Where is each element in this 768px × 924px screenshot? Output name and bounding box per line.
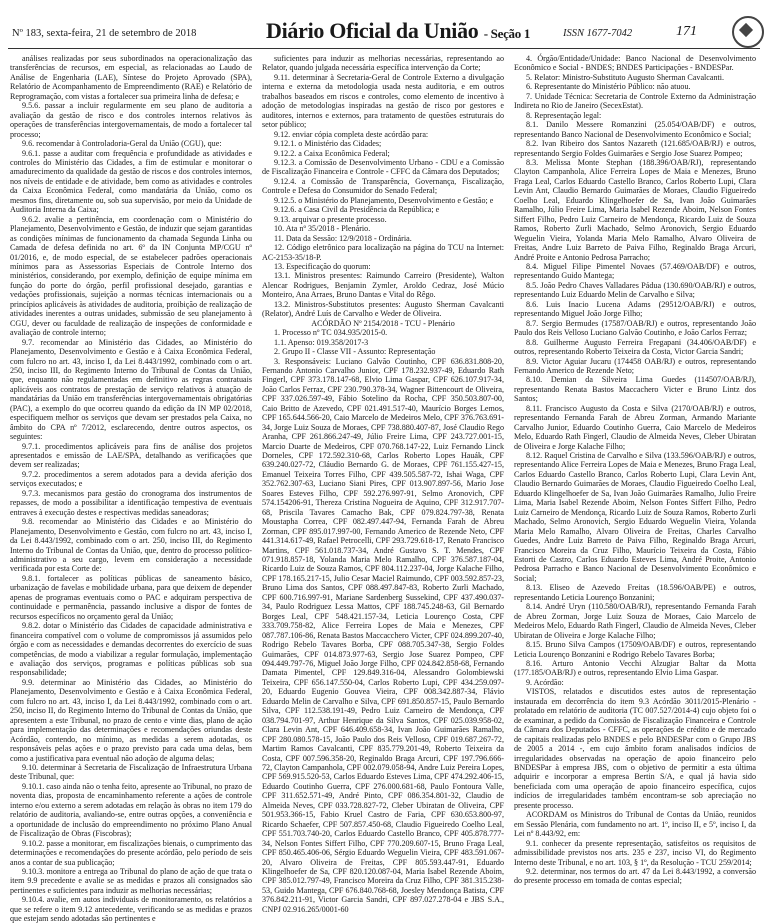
paragraph: 8. Representação legal: xyxy=(526,110,602,120)
paragraph: 9.7.1. procedimentos aplicáveis para fins de análise dos projetos apresentados e emissão de LAE/SPA, detalhando as verificações que devem ser realizadas; xyxy=(10,441,252,470)
paragraph: 10. Ata nº 35/2018 - Plenário. xyxy=(274,224,371,234)
paragraph: 9.10.4. avalie, em autos individuais de monitoramento, os relatórios a que se refere o item 9.12 antecedente, verificando se as medidas e prazos que estejam sendo adotadas são pertinentes e xyxy=(10,895,252,924)
header-rule xyxy=(8,48,760,49)
paragraph: 8.2. Ivan Ribeiro dos Santos Nazareth (121.685/OAB/RJ) e outros, representando Sergio Foldes Guimarães e Sergio Jose Suarez Pompeo; xyxy=(514,139,756,158)
paragraph: 13. Especificação do quorum: xyxy=(274,261,371,271)
paragraph: 9.5.6. passar a incluir regularmente em seu plano de auditoria a avaliação da gestão de risco e dos controles internos relativos às operações de transferências intergovernamentais, de modo a fortalecer tal processo; xyxy=(10,101,252,139)
paragraph: 9.8. recomendar ao Ministério das Cidades e ao Ministério do Planejamento, Desenvolvimento e Gestão, com fulcro no art. 43, inciso I, da Lei 8.443/1992, combinado com o art. 250, inciso III, do Regimento Interno do Tribunal de Contas da União, que, dentro do processo político-administrativo a seu cargo, levem em consideração a necessidade verificada por esta Corte de: xyxy=(10,517,252,574)
paragraph: 8.11. Francisco Augusto da Costa e Silva (2170/OAB/RJ) e outros, representando Fernanda Farah de Abreu Zorman, Armando Mariante Carvalho Junior, Eduardo Coutinho Guerra, Caio Marcelo de Medeiros Melo, Eduardo Rath Fingerl, Claudio de Almeida Neves, Cleber Ubiratan de Oliveira e Jorge Kalache Filho; xyxy=(514,403,756,451)
paragraph: 9.13. arquivar o presente processo. xyxy=(274,214,387,224)
section-label: - Seção 1 xyxy=(483,26,531,41)
paragraph: 9.12.3. a Comissão de Desenvolvimento Urbano - CDU e a Comissão de Fiscalização Financeira e Controle - CFFC da Câmara dos Deputados; xyxy=(262,157,504,177)
gazette-name: Diário Oficial da União xyxy=(266,18,479,43)
paragraph: 8.8. Guilherme Augusto Ferreira Fregapani (34.406/OAB/DF) e outros, representando Roberto Teixeira da Costa, Victor Garcia Sandri; xyxy=(514,337,756,357)
paragraph: 8.3. Melissa Monte Stephan (188.396/OAB/RJ), representando Clayton Campanhola, Alice Ferreira Lopes de Maia e Menezes, Bruno Fraga Leal, Carlos Eduardo Castello Branco, Carlos Roberto Lupi, Clara Levin Ant, Claudio Bernardo Guimarães de Moraes, Claudio Figueiredo Coelho Leal, Eduardo Klingelhoefer de Sa, Ivan João Guimarães Ramalho, Júlio Freire Lima, Maria Isabel Rezende Aboim, Nelson Fontes Siffert Filho, Pedro Luiz Carneiro de Mendonça, Ricardo Luiz de Souza Ramos, Roberto Zurli Machado, Selmo Aronovich, Sergio Eduardo Weguelin Vieira, Yolanda Maria Melo Ramalho, Alvaro Oliveira de Freitas, Andre Luiz Barreto de Paiva Filho, Reginaldo Braga Arcuri, André Proite e Antonio Pedrosa Parracho; xyxy=(514,157,756,262)
column-left xyxy=(10,54,252,924)
paragraph: 5. Relator: Ministro-Substituto Augusto Sherman Cavalcanti. xyxy=(526,72,725,82)
column-middle xyxy=(262,54,504,914)
paragraph: 8.9. Victor Aguiar Jucaru (174458 OAB/RJ) e outros, representando Fernando Americo de Rezende Neto; xyxy=(514,356,756,375)
page-number: 171 xyxy=(676,24,697,39)
paragraph: 8.6. Luis Inacio Lucena Adams (29512/OAB/RJ) e outros, representando Miguel João Jorge Filho; xyxy=(514,299,756,319)
paragraph: 8.13. Eliseo de Azevedo Freitas (18.596/OAB/PE) e outros, representando Leticia Lourenço Bonzanini; xyxy=(514,583,756,602)
paragraph: 11. Data da Sessão: 12/9/2018 - Ordinária. xyxy=(274,233,412,243)
paragraph: 7. Unidade Técnica: Secretaria de Controle Externo da Administração Indireta no Rio de Janeiro (SecexEstat). xyxy=(514,91,756,111)
paragraph: 9.7.3. mecanismos para gestão do cronograma dos instrumentos de repasses, de modo a possibilitar a identificação tempestiva de eventuais entraves à execução destes e respectivas medidas saneadoras; xyxy=(10,488,252,517)
paragraph: 1. Processo nº TC 034.935/2015-0. xyxy=(274,328,388,338)
paragraph: ACORDAM os Ministros do Tribunal de Contas da União, reunidos em Sessão Plenária, com fundamento no art. 1º, inciso II, e 5º, inciso I, da Lei nº 8.443/92, em: xyxy=(514,810,756,839)
gazette-title xyxy=(266,18,530,44)
paragraph: 6. Representante do Ministério Público: não atuou. xyxy=(526,82,691,92)
paragraph: 2. Grupo II - Classe VII - Assunto: Representação xyxy=(274,347,436,357)
paragraph: 3. Responsáveis: Luciano Galvão Coutinho, CPF 636.831.808-20, Fernando Antonio Carvalho Junior, CPF 178.232.937-49, Eduardo Rath Fingerl, CPF 373.178.147-68, Elvio Lima Gaspar, CPF 626.107.917-34, João Carlos Ferraz, CPF 230.790.378-34, Wagner Bittencourt de Oliveira, CPF 337.026.597-49, Fábio Sotelino da Rocha, CPF 350.503.807-00, Caio Britto de Azevedo, CPF 021.491.517-40, Maurício Borges Lemos, CPF 165.644.566-20, Caio Marcelo de Medeiros Melo, CPF 376.763.691-34, Jorge Luiz Souza de Moraes, CPF 738.880.407-87, José Claudio Rego Aranha, CPF 261.866.247-49, Júlio Freire Lima, CPF 243.727.001-15, Marcio Duarte de Medeiros, CPF 070.768.147-22, Luiz Fernando Linck Dorneles, CPF 172.592.310-68, Carlos Roberto Lopes Hauák, CPF 639.240.027-72, Cláudio Bernardo G. de Moraes, CPF 761.155.427-15, Emanuel Teixeira Torres Filho, CPF 439.505.587-72, Ishai Waga, CPF 352.762.307-63, Luciano Siani Pires, CPF 013.907.897-56, Mario Jose Soares Esteves Filho, CPF 592.276.997-91, Selmo Aronovich, CPF 574.154206-91, Thereza Cristina Nogueira de Aquino, CPF 312.917.707-68, Priscila Tavares Camacho Bak, CPF 079.824.797-38, Renata Moustapha Correa, CPF 082.497.447-94, Fernanda Farah de Abreu Zorman, CPF 895.017.997-00, Fernando Americo de Rezende Neto, CPF 441.314.617-49, Rafael Petrocelli, CPF 293.729.618-17, Renato Francisco Martins, CPF 561.018.737-34, André Gustavo S. T. Mendes, CPF 071.918.857-18, Yolanda Maria Melo Ramalho, CPF 376.587.187-04, Ricardo Luiz de Souza Ramos, CPF 804.112.237-04, Jorge Kalache Filho, CPF 178.165.217-15, Julio Cesar Maciel Raimundo, CPF 003.592.857-23, Bruno Lima dos Santos, CPF 088.497.847-83, Roberto Zurli Machado, CPF 600.716.997-91, Mariane Sardenberg Sussekind, CPF 437.490.037-34, Paulo Rodriguez Lessa Mattos, CPF 188.745.248-63, Gil Bernardo Borges Leal, CPF 548.421.157-34, Leticia Lourenço Costa, CPF 333.709.758-82, Alice Ferreira Lopes de Maia e Menezes, CPF 087.787.106-86, Renata Bastos Maccacchero Victer, CPF 024.899.207-40, Rodrigo Rebelo Tavares Borba, CPF 088.705.347-38, Sergio Foldes Guimarães, CPF 014.873.977-63, Sergio Jose Suarez Pompeo, CPF 094.449.797-76, Miguel João Jorge Filho, CPF 024.842.858-68, Fernando Damata Pimentel, CPF 129.849.316-04, Alessandro Golombiewski Teixeira, CPF 656.147.550-04, Carlos Roberto Lupi, CPF 434.259.097-20, Eduardo Eugenio Gouvea Vieira, CPF 008.342.887-34, Flávio Eduardo Melin de Carvalho e Silva, CPF 691.850.857-15, Paulo Bernardo Silva, CPF 112.538.191-49, Pedro Luiz Carneiro de Mendonça, CPF 038.794.701-97, Arthur Henrique da Silva Santos, CPF 025.039.958-02, Clara Levin Ant, CPF 646.409.658-34, Ivan João Guimarães Ramalho, CPF 280.080.578-15, João Paulo dos Reis Velloso, CPF 019.687.267-72, Martim Ramos Cavalcanti, CPF 835.779.201-49, Roberto Teixeira da Costa, CPF 007.596.358-20, Reginaldo Braga Arcuri, CPF 197.796.666-72, Clayton Campanhola, CPF 002.079.058-94, Andre Luiz Pereira Lopes, CPF 569.915.520-53, Carlos Eduardo Esteves Lima, CPF 474.292.406-15, Eduardo Coutinho Guerra, CPF 276.000.681-68, Paulo Fontoura Valle, CPF 311.652.571-49, André Pinto, CPF 086.354.801-32, Claudio de Almeida Neves, CPF 033.728.827-72, Cleber Ubiratan de Oliveira, CPF 501.953.366-15, Fabio Kruel Castro de Faria, CPF 630.653.800-97, Ricardo Schaefer, CPF 507.857.450-68, Claudio Figueiredo Coelho Leal, CPF 551.703.740-20, Carlos Eduardo Castello Branco, CPF 405.878.777-34, Nelson Fontes Siffert Filho, CPF 770.209.607-15, Bruno Fraga Leal, CPF 850.465.406-06, Sérgio Eduardo Weguelin Vieira, CPF 483.591.067-20, Alvaro Oliveira de Freitas, CPF 805.593.447-91, Eduardo Klingelhoefer de Sa, CPF 820.120.087-04, Maria Isabel Rezende Aboim, CPF 385.012.797-49, Francisco Moreira da Cruz Filho, CPF 381.315.238-53, Guido Mantega, CPF 676.840.768-68, Joesley Mendonça Batista, CPF 376.842.211-91, Victor Garcia Sandri, CPF 897.027.278-04 e JBS S.A., CNPJ 02.916.265/0001-60 xyxy=(262,356,504,914)
paragraph: 9.10.3. monitore a entrega ao Tribunal do plano de ação de que trata o item 9.9 precedente e avalie se as medidas e prazos ali consignados são pertinentes e suficientes para induzir as melhorias necessárias; xyxy=(10,866,252,895)
paragraph: 9.6.1. passe a auditar com frequência e profundidade as atividades e controles do Ministério das Cidades, a fim de estimular e monitorar o amadurecimento da qualidade da gestão de riscos e dos controles internos, nos níveis de entidade e de atividade, bem como as atividades e controles da Caixa Econômica Federal, como mandatária da União, como os mesmos fins, diretamente ou, sob sua supervisão, por meio da Unidade de Auditoria Interna da Caixa; xyxy=(10,148,252,215)
paragraph: suficientes para induzir as melhorias necessárias, representando ao Relator, quando julgada necessária específica intervenção da Corte; xyxy=(262,54,504,73)
paragraph: 8.12. Raquel Cristina de Carvalho e Silva (133.596/OAB/RJ) e outros, representando Alice Ferreira Lopes de Maia e Menezes, Bruno Fraga Leal, Carlos Eduardo Castello Branco, Carlos Roberto Lupi, Clara Levin Ant, Claudio Bernardo Guimarães de Moraes, Claudio Figueiredo Coelho Leal, Eduardo Klingelhoefer de Sa, Ivan João Guimarães Ramalho, Julio Freire Lima, Maria Isabel Rezende Aboim, Nelson Fontes Siffert Filho, Pedro Luiz Carneiro de Mendonça, Ricardo Luiz de Souza Ramos, Roberto Zurli Machado, Selmo Aronovich, Sergio Eduardo Weguelin Vieira, Yolanda Maria Melo Ramalho, Alvaro Oliveira de Freitas, Charles Carvalho Guedes, Andre Luiz Barreto de Paiva Filho, Reginaldo Braga Arcuri, Francisco Moreira da Cruz Filho, Maurício Teixeira da Costa, Fábio Estorti de Castro, Carlos Eduardo Esteves Lima, André Proite, Antonio Pedrosa Parracho e Banco Nacional de Desenvolvimento Econômico e Social; xyxy=(514,451,756,583)
paragraph: 9.8.1. fortalecer as políticas públicas de saneamento básico, urbanização de favelas e mobilidade urbana, para que deixem de depender apenas de programas eventuais como o PAC e adquiram perspectiva de continuidade e permanência, passando inclusive a dispor de fontes de recursos específicos no orçamento geral da União; xyxy=(10,573,252,621)
paragraph: 8.15. Bruno Silva Campos (17509/OAB/DF) e outros, representando Leticia Lourenço Bonzanini e Rodrigo Rebelo Tavares Borba; xyxy=(514,640,756,659)
paragraph: VISTOS, relatados e discutidos estes autos de representação instaurada em decorrência do item 9.3 Acórdão 3011/2015-Plenário - prolatado em relatório de auditoria (TC 007.527/2014-4) cujo objeto foi o de examinar, a pedido da Comissão de Fiscalização Financeira e Controle da Câmara dos Deputados - CFFC, as operações de crédito e de mercado de capitais realizadas pelo BNDES e pelo BNDESPar com o Grupo JBS de 2005 a 2014 -, em cujo âmbito foram analisados indícios de irregularidades observadas na operação de apoio financeiro pelo BNDESPar à empresa JBS, com o objetivo de permitir a esta última adquirir e incorporar a empresa Bertin S/A, e qual já havia sido beneficiada com uma operação de apoio financeiro específica, cujos indícios de irregularidades também encontram-se sob apreciação no presente processo. xyxy=(514,687,756,810)
paragraph: 9.9. determinar ao Ministério das Cidades, ao Ministério do Planejamento, Desenvolvimento e Gestão e à Caixa Econômica Federal, com fulcro no art. 43, inciso I, da Lei 8.443/1992, combinado com o art. 250, inciso II, do Regimento Interno do Tribunal de Contas da União, que apresentem a este Tribunal, no prazo de cento e vinte dias, plano de ação para implementação das determinações e recomendações oriundas deste Acórdão, contendo, no mínimo, as medidas a serem adotadas, os responsáveis pelas ações e o prazo previsto para cada uma delas, bem como a justificativa para eventual não adoção de alguma delas; xyxy=(10,677,252,763)
paragraph: 1.1. Apenso: 019.358/2017-3 xyxy=(274,337,369,347)
paragraph: 13.2. Ministros-Substitutos presentes: Augusto Sherman Cavalcanti (Relator), André Luís de Carvalho e Weder de Oliveira. xyxy=(262,299,504,319)
paragraph: 9.8.2. dotar o Ministério das Cidades de capacidade administrativa e financeira compatível com o volume de compromissos já assumidos pelo órgão e com as necessidades e demandas decorrentes do exercício de suas competências, de modo a viabilizar a regular formulação, implementação e avaliação dos serviços, programas e políticas públicas sob sua responsabilidade; xyxy=(10,621,252,678)
paragraph: 8.7. Sergio Bermudes (17587/OAB/RJ) e outros, representando João Paulo dos Reis Velloso Luciano Galvão Coutinho, e João Carlos Ferraz; xyxy=(514,318,756,338)
paragraph: ACÓRDÃO Nº 2154/2018 - TCU - Plenário xyxy=(311,318,455,328)
paragraph: 9.12.1. o Ministério das Cidades; xyxy=(274,139,382,149)
paragraph: 9.7. recomendar ao Ministério das Cidades, ao Ministério do Planejamento, Desenvolvimento e Gestão e à Caixa Econômica Federal, com fulcro no art. 43, inciso I, da Lei 8.443/1992, combinado com o art. 250, inciso III, do Regimento Interno do Tribunal de Contas da União, que, enquanto não regulamentadas em definitivo as regras contratuais aplicáveis aos contratos de prestação de serviço relativos à atuação de mandatárias da União em transferências intergovernamentais obrigatórias (PAC), a exemplo do que ocorreu quando da edição da IN MP 02/2018, especifiquem melhor os serviços que devam ser prestados pela Caixa, no âmbito do CPA nº 7/2012, esclarecendo, dentre outros aspectos, os seguintes: xyxy=(10,337,252,442)
paragraph: 8.1. Danilo Messere Romanzini (25.054/OAB/DF) e outros, representando Banco Nacional de Desenvolvimento Econômico e Social; xyxy=(514,120,756,139)
paragraph: 8.5. João Pedro Chaves Valladares Pádua (130.690/OAB/RJ) e outros, representando Luiz Eduardo Melin de Carvalho e Silva; xyxy=(514,280,756,300)
paragraph: análises realizadas por seus subordinados na operacionalização das transferências de recursos, em especial, as relacionadas ao Laudo de Análise de Engenharia (LAE), Síntese do Projeto Aprovado (SPA), Relatório de Acompanhamento de Empreendimento (RAE) e Relatório de Reprogramação, com vistas a fortalecer sua primeira linha de defesa; e xyxy=(10,54,252,101)
paragraph: 9.10.2. passe a monitorar, em fiscalizações bienais, o cumprimento das determinações e recomendações do presente acórdão, pelo período de seis anos a contar de sua publicação; xyxy=(10,838,252,867)
paragraph: 9.12.5. o Ministério do Planejamento, Desenvolvimento e Gestão; e xyxy=(274,195,494,205)
paragraph: 9.6. recomendar à Controladoria-Geral da União (CGU), que: xyxy=(22,139,222,149)
paragraph: 9.10.1. caso ainda não o tenha feito, apresente ao Tribunal, no prazo de noventa dias, proposta de encaminhamento referente a ações de controle interno e/ou externo a serem adotadas em relação às obras no item 179 do relatório de auditoria, avaliando-se, entre outras opções, a conveniência e a oportunidade de inclusão do empreendimento no próximo Plano Anual de Fiscalização de Obras (Fiscobras); xyxy=(10,781,252,839)
paragraph: 9.12.2. a Caixa Econômica Federal; xyxy=(274,148,390,158)
paragraph: 9.1. conhecer da presente representação, satisfeitos os requisitos de admissibilidade previstos nos arts. 235 e 237, inciso VI, do Regimento Interno deste Tribunal, e no art. 103, § 1º, da Resolução - TCU 259/2014; xyxy=(514,838,756,867)
coat-of-arms-icon xyxy=(732,16,764,48)
paragraph: 13.1. Ministros presentes: Raimundo Carreiro (Presidente), Walton Alencar Rodrigues, Benjamin Zymler, Aroldo Cedraz, José Múcio Monteiro, Ana Arraes, Bruno Dantas e Vital do Rêgo. xyxy=(262,271,504,300)
paragraph: 8.14. André Uryn (110.580/OAB/RJ), representando Fernanda Farah de Abreu Zorman, Jorge Luiz Souza de Moraes, Caio Marcelo de Medeiros Melo, Eduardo Rath Fingerl, Claudio de Almeida Neves, Cleber Ubiratan de Oliveira e Jorge Kalache Filho; xyxy=(514,602,756,640)
paragraph: 9.12.4. a Comissão de Transparência, Governança, Fiscalização, Controle e Defesa do Consumidor do Senado Federal; xyxy=(262,176,504,196)
paragraph: 9.2. determinar, nos termos do art. 47 da Lei 8.443/1992, a conversão do presente processo em tomada de contas especial; xyxy=(514,866,756,886)
paragraph: 8.16. Arturo Antonio Vecchi Alzugiar Baltar da Motta (177.185/OAB/RJ) e outros, representando Elvio Lima Gaspar. xyxy=(514,659,756,678)
paragraph: 9.12.6. a Casa Civil da Presidência da República; e xyxy=(274,205,440,215)
issue-date: Nº 183, sexta-feira, 21 de setembro de 2018 xyxy=(12,28,197,39)
paragraph: 8.10. Demian da Silveira Lima Guedes (114507/OAB/RJ), representando Renata Bastos Maccachero Victer e Bruno Lintz dos Santos; xyxy=(514,375,756,404)
paragraph: 9. Acórdão: xyxy=(526,677,564,687)
issn: ISSN 1677-7042 xyxy=(563,28,633,39)
paragraph: 9.11. determinar à Secretaria-Geral de Controle Externo a divulgação interna e externa da metodologia usada nesta auditoria, e em outros trabalhos baseados em riscos e controles, como elemento de incentivo à adoção de metodologias inspiradas na gestão de risco por gestores e auditores, internos e externos, para tratamento de questões estruturais do setor público; xyxy=(262,72,504,130)
paragraph: 9.7.2. procedimentos a serem adotados para a devida aferição dos serviços executados; e xyxy=(10,469,252,489)
paragraph: 12. Código eletrônico para localização na página do TCU na Internet: AC-2153-35/18-P. xyxy=(262,243,504,262)
paragraph: 4. Órgão/Entidade/Unidade: Banco Nacional de Desenvolvimento Econômico e Social - BNDES; BNDES Participações - BNDESPar. xyxy=(514,54,756,73)
paragraph: 9.6.2. avalie a pertinência, em coordenação com o Ministério do Planejamento, Desenvolvimento e Gestão, de induzir que sejam garantidas as condições mínimas de funcionamento da chamada Segunda Linha ou Camada de defesa definida no art. 6º da IN Conjunta MP/CGU nº 01/2016, e, de modo especial, de se estabelecer padrões operacionais mínimos para as Assessorias Especiais de Controle Interno dos ministérios, considerando, por exemplo, definição de equipe mínima em função do porte do órgão, perfil profissional desejado, garantias e vedações profissionais, sujeição a normas técnicas internacionais ou a princípios aplicáveis às atividades de auditoria, proibição de realização de atividades inerentes a outras unidades, submissão de seu planejamento à CGU, dever ou faculdade de realização de inspeções de conformidade e avaliação de controle interno; xyxy=(10,214,252,338)
paragraph: 9.12. enviar cópia completa deste acórdão para: xyxy=(274,129,429,139)
column-right xyxy=(514,54,756,886)
paragraph: 9.10. determinar à Secretaria de Fiscalização de Infraestrutura Urbana deste Tribunal, que: xyxy=(10,762,252,782)
page-header xyxy=(8,6,760,50)
paragraph: 8.4. Miguel Filipe Pimentel Novaes (57.469/OAB/DF) e outros, representando Guido Mantega; xyxy=(514,261,756,281)
